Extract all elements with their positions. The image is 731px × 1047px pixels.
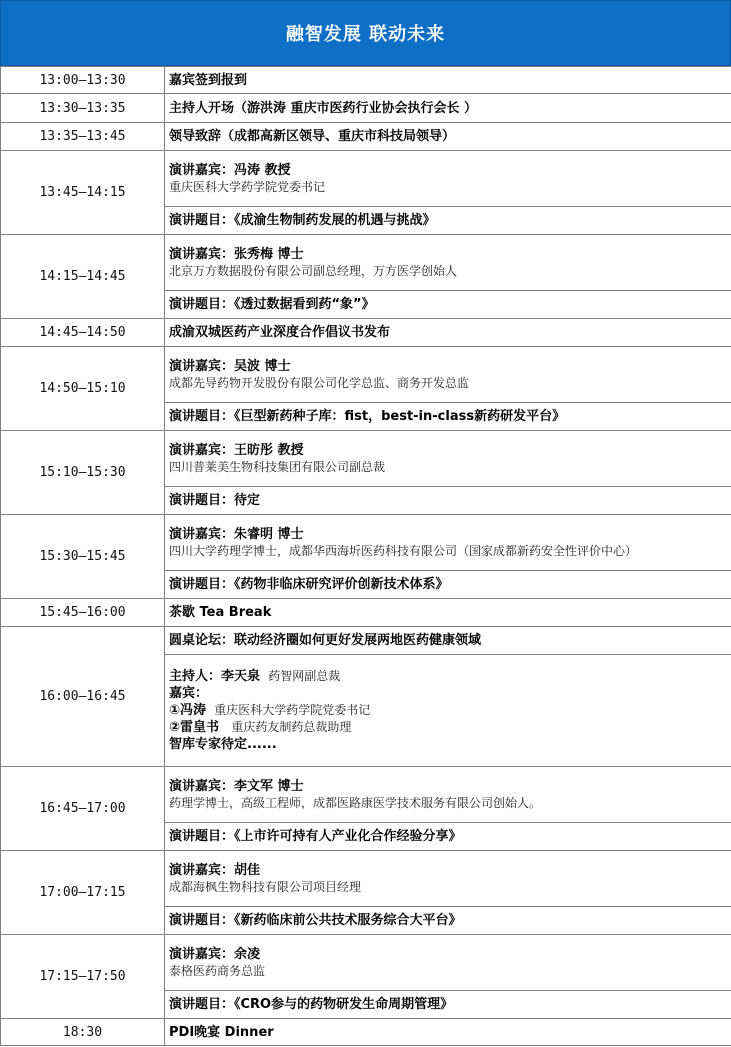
time-cell: 17:00—17:15 — [1, 851, 165, 935]
session-cell: 主持人开场（游洪涛 重庆市医药行业协会执行会长 ） — [165, 94, 731, 123]
speaker-affiliation: 成都先导药物开发股份有限公司化学总监、商务开发总监 — [169, 375, 470, 390]
agenda-row — [1, 515, 731, 571]
time-cell: 13:00—13:30 — [1, 67, 165, 94]
time-cell: 18:30 — [1, 1019, 165, 1046]
speaker-cell — [165, 767, 731, 823]
topic-cell: 演讲题目：《巨型新药种子库：fist，best-in-class新药研发平台》 — [165, 403, 731, 431]
forum-host: 主持人：李天泉 — [169, 669, 261, 684]
agenda-row — [1, 599, 731, 627]
agenda-row — [1, 935, 731, 991]
time-cell: 15:45—16:00 — [1, 599, 165, 627]
forum-guest-title: 重庆医科大学药学院党委书记 — [214, 703, 371, 717]
forum-guest-title: 重庆药友制药总裁助理 — [231, 720, 352, 734]
speaker-cell — [165, 431, 731, 487]
speaker-name: 演讲嘉宾：余凌 — [169, 946, 261, 962]
speaker-affiliation: 药理学博士，高级工程师，成都医路康医学技术服务有限公司创始人。 — [169, 795, 542, 810]
speaker-name: 演讲嘉宾：胡佳 — [169, 862, 261, 878]
speaker-name: 演讲嘉宾：冯涛 教授 — [169, 162, 291, 178]
speaker-cell — [165, 347, 731, 403]
agenda-row — [1, 67, 731, 94]
forum-guest-tbd: 智库专家待定...... — [169, 737, 277, 752]
topic-cell: 演讲题目：《药物非临床研究评价创新技术体系》 — [165, 571, 731, 599]
topic-cell: 演讲题目：《成渝生物制药发展的机遇与挑战》 — [165, 207, 731, 235]
speaker-affiliation: 四川大学药理学博士，成都华西海圻医药科技有限公司（国家成都新药安全性评价中心） — [169, 543, 638, 558]
speaker-affiliation: 成都海枫生物科技有限公司项目经理 — [169, 879, 362, 894]
topic-cell: 演讲题目：《新药临床前公共技术服务综合大平台》 — [165, 907, 731, 935]
speaker-cell — [165, 851, 731, 907]
topic-cell: 演讲题目：《上市许可持有人产业化合作经验分享》 — [165, 823, 731, 851]
session-cell: 领导致辞（成都高新区领导、重庆市科技局领导） — [165, 123, 731, 151]
agenda-row — [1, 151, 731, 207]
time-cell: 13:45—14:15 — [1, 151, 165, 235]
speaker-name: 演讲嘉宾：王昉彤 教授 — [169, 442, 304, 458]
time-cell: 15:30—15:45 — [1, 515, 165, 599]
speaker-affiliation: 北京万方数据股份有限公司副总经理，万方医学创始人 — [169, 263, 458, 278]
agenda-row — [1, 431, 731, 487]
time-cell: 13:35—13:45 — [1, 123, 165, 151]
speaker-name: 演讲嘉宾：张秀梅 博士 — [169, 246, 304, 262]
forum-title: 圆桌论坛：联动经济圈如何更好发展两地医药健康领域 — [165, 627, 731, 655]
agenda-table — [0, 66, 731, 1046]
agenda-title: 融智发展 联动未来 — [0, 0, 731, 66]
forum-host-title: 药智网副总裁 — [268, 669, 341, 683]
time-cell: 16:45—17:00 — [1, 767, 165, 851]
time-cell: 16:00—16:45 — [1, 627, 165, 767]
agenda-row — [1, 347, 731, 403]
speaker-affiliation: 重庆医科大学药学院党委书记 — [169, 179, 326, 194]
topic-cell: 演讲题目：待定 — [165, 487, 731, 515]
time-cell: 15:10—15:30 — [1, 431, 165, 515]
forum-guest-name: ②雷皇书 — [169, 720, 220, 735]
session-cell: PDI晚宴 Dinner — [165, 1019, 731, 1046]
time-cell: 14:15—14:45 — [1, 235, 165, 319]
speaker-affiliation: 泰格医药商务总监 — [169, 963, 266, 978]
forum-detail-cell — [165, 655, 731, 767]
agenda-row — [1, 767, 731, 823]
forum-guest-name: ①冯涛 — [169, 703, 207, 718]
topic-cell: 演讲题目：《透过数据看到药“象”》 — [165, 291, 731, 319]
session-cell: 嘉宾签到报到 — [165, 67, 731, 94]
forum-guests-label: 嘉宾： — [169, 686, 209, 701]
speaker-name: 演讲嘉宾：吴波 博士 — [169, 358, 291, 374]
speaker-cell — [165, 151, 731, 207]
time-cell: 14:50—15:10 — [1, 347, 165, 431]
topic-cell: 演讲题目：《CRO参与的药物研发生命周期管理》 — [165, 991, 731, 1019]
agenda-row — [1, 123, 731, 151]
speaker-name: 演讲嘉宾：朱睿明 博士 — [169, 526, 304, 542]
speaker-cell — [165, 515, 731, 571]
time-cell: 13:30—13:35 — [1, 94, 165, 123]
agenda-row — [1, 94, 731, 123]
time-cell: 17:15—17:50 — [1, 935, 165, 1019]
agenda-row — [1, 851, 731, 907]
agenda-row — [1, 627, 731, 655]
session-cell: 成渝双城医药产业深度合作倡议书发布 — [165, 319, 731, 347]
time-cell: 14:45—14:50 — [1, 319, 165, 347]
agenda-row — [1, 1019, 731, 1046]
speaker-cell — [165, 935, 731, 991]
speaker-affiliation: 四川普莱美生物科技集团有限公司副总裁 — [169, 459, 386, 474]
agenda-row — [1, 319, 731, 347]
speaker-name: 演讲嘉宾：李文军 博士 — [169, 778, 304, 794]
agenda-row — [1, 235, 731, 291]
session-cell: 茶歇 Tea Break — [165, 599, 731, 627]
speaker-cell — [165, 235, 731, 291]
